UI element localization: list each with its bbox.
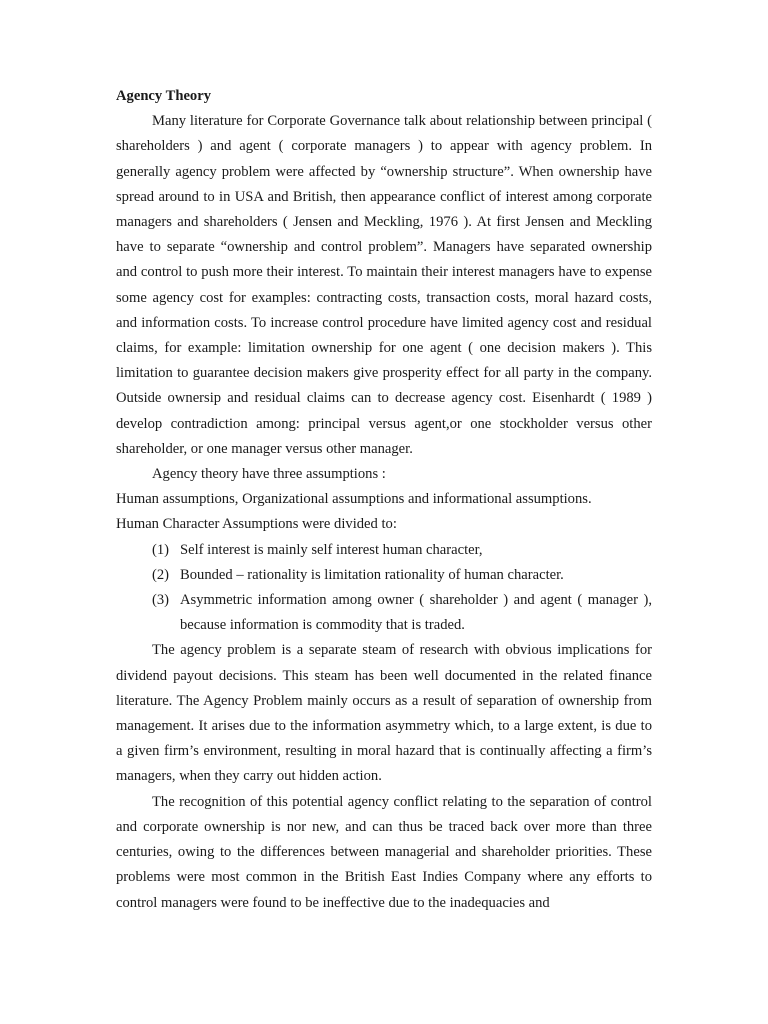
paragraph-ownership-structure: Many literature for Corporate Governance talk about relationship between principal ( shareholders ) and agent ( corporate managers ) to appear with agency problem. In generally agency problem were affected by “ownership structure”. When ownership have spread around to in USA and British, then appearance conflict of interest among corporate managers and shareholders ( Jensen and Meckling, 1976 ). At first Jensen and Meckling have to separate “ownership and control problem”. Managers have separated ownership and control to push more their interest. To maintain their interest managers have to expense some agency cost for examples: contracting costs, transaction costs, moral hazard costs, and information costs. To increase control procedure have limited agency cost and residual claims, for example: limitation ownership for one agent ( one decision makers ). This limitation to guarantee decision makers give prosperity effect for all party in the company. Outside ownersip and residual claims can to decrease agency cost. Eisenhardt ( 1989 ) develop contradiction among: principal versus agent,or one stockholder versus other shareholder, or one manager versus other manager. [116,113,652,457]
list-item-number: (1) [152,541,170,558]
list-item [152,563,652,588]
paragraph-assumptions-intro: Agency theory have three assumptions : [152,466,386,483]
assumptions-list [116,538,652,639]
list-item-number: (2) [152,566,170,583]
list-item-text: Bounded – rationality is limitation rationality of human character. [180,566,564,583]
paragraph-human-character-intro: Human Character Assumptions were divided to: [116,516,397,533]
paragraph-agency-conflict-history: The recognition of this potential agency conflict relating to the separation of control and corporate ownership is nor new, and can thus be traced back over more than three centuries, owing to the differences between managerial and shareholder priorities. These problems were most common in the British East Indies Company where any efforts to control managers were found to be ineffective due to the inadequacies and [116,793,652,911]
section-heading: Agency Theory [116,88,211,104]
list-item-text: Self interest is mainly self interest human character, [180,541,483,558]
list-item [152,538,652,563]
paragraph-agency-problem: The agency problem is a separate steam of research with obvious implications for dividend payout decisions. This steam has been well documented in the related finance literature. The Agency Problem mainly occurs as a result of separation of ownership from management. It arises due to the information asymmetry which, to a large extent, is due to a given firm’s environment, resulting in moral hazard that is continually affecting a firm’s managers, when they carry out hidden action. [116,642,652,785]
list-item-number: (3) [152,592,170,609]
list-item-text: Asymmetric information among owner ( shareholder ) and agent ( manager ), because information is commodity that is traded. [180,592,652,634]
paragraph-assumption-types: Human assumptions, Organizational assumptions and informational assumptions. [116,491,592,508]
document-page [116,84,652,916]
list-item [152,588,652,638]
